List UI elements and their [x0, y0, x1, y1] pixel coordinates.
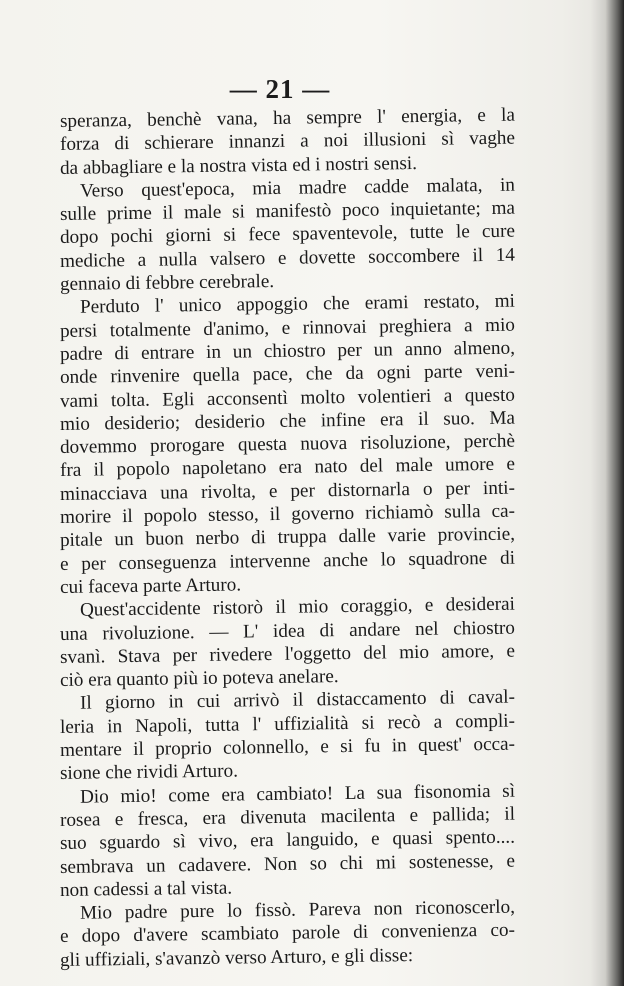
text-line: morire il popolo stesso, il governo richiamò sulla ca-	[59, 500, 516, 529]
text-line: cui faceva parte Arturo.	[59, 574, 242, 598]
text-line: Il giorno in cui arrivò il distaccamento di caval-	[79, 687, 516, 715]
text-line: onde rinvenire quella pace, che da ogni parte veni-	[59, 360, 516, 389]
text-line: persi totalmente d'animo, e rinnovai preghiera a mio	[59, 314, 516, 342]
text-line: mediche a nulla valsero e dovette soccombere il 14	[59, 244, 516, 272]
text-line: sulle prime il male si manifestò poco inquietante; ma	[59, 197, 516, 226]
text-line: dopo pochi giorni si fece spaventevole, tutte le cure	[59, 221, 516, 249]
text-line: mio desiderio; desiderio che infine era il suo. Ma	[59, 407, 516, 435]
text-line: gli uffiziali, s'avanzò verso Arturo, e gli disse:	[59, 944, 414, 971]
binding-shadow	[590, 0, 624, 986]
text-line: rosea e fresca, era divenuta macilenta e pallida; il	[59, 803, 516, 831]
text-line: forza di schierare innanzi a noi illusioni sì vaghe	[59, 127, 516, 156]
text-line: non cadessi a tal vista.	[59, 877, 233, 901]
text-line: Dio mio! come era cambiato! La sua fisonomia sì	[79, 780, 516, 808]
text-line: ciò era quanto più io poteva anelare.	[59, 666, 339, 692]
text-line: fra il popolo napoletano era nato del male umore e	[59, 454, 516, 482]
text-line: suo sguardo sì vivo, era languido, e quasi spento....	[59, 826, 516, 855]
text-line: una rivoluzione. — L' idea di andare nel chiostro	[59, 617, 516, 645]
text-line: Perduto l' unico appoggio che erami restato, mi	[79, 291, 516, 319]
text-line: Verso quest'epoca, mia madre cadde malata, in	[79, 174, 516, 202]
text-line: dovemmo prorogare questa nuova risoluzione, perchè	[59, 430, 516, 459]
text-line: svanì. Stava per rivedere l'oggetto del mio amore, e	[59, 640, 516, 668]
text-line: sione che rividi Arturo.	[59, 760, 239, 785]
text-line: Quest'accidente ristorò il mio coraggio, e desiderai	[79, 593, 516, 621]
text-line: e per conseguenza intervenne anche lo squadrone di	[59, 547, 516, 575]
page-number: — 21 —	[229, 74, 331, 104]
text-line: da abbagliare e la nostra vista ed i nostri sensi.	[59, 152, 418, 179]
text-line: speranza, benchè vana, ha sempre l' energia, e la	[59, 104, 516, 132]
text-line: minacciava una rivolta, e per distornarla o per inti-	[59, 477, 516, 505]
text-line: e dopo d'avere scambiato parole di convenienza co-	[59, 920, 516, 948]
text-line: gennaio di febbre cerebrale.	[59, 271, 275, 296]
text-line: pitale un buon nerbo di truppa dalle varie provincie,	[59, 523, 516, 552]
text-line: padre di entrare in un chiostro per un anno almeno,	[59, 337, 516, 365]
text-line: leria in Napoli, tutta l' uffizialità si recò a compli-	[59, 710, 516, 738]
text-line: mentare il proprio colonnello, e si fu in quest' occa-	[59, 733, 516, 762]
text-line: vami tolta. Egli acconsentì molto volentieri a questo	[59, 384, 516, 412]
text-line: Mio padre pure lo fissò. Pareva non riconoscerlo,	[79, 896, 516, 924]
body-text	[59, 104, 516, 972]
text-line: sembrava un cadavere. Non so chi mi sostenesse, e	[59, 850, 516, 878]
